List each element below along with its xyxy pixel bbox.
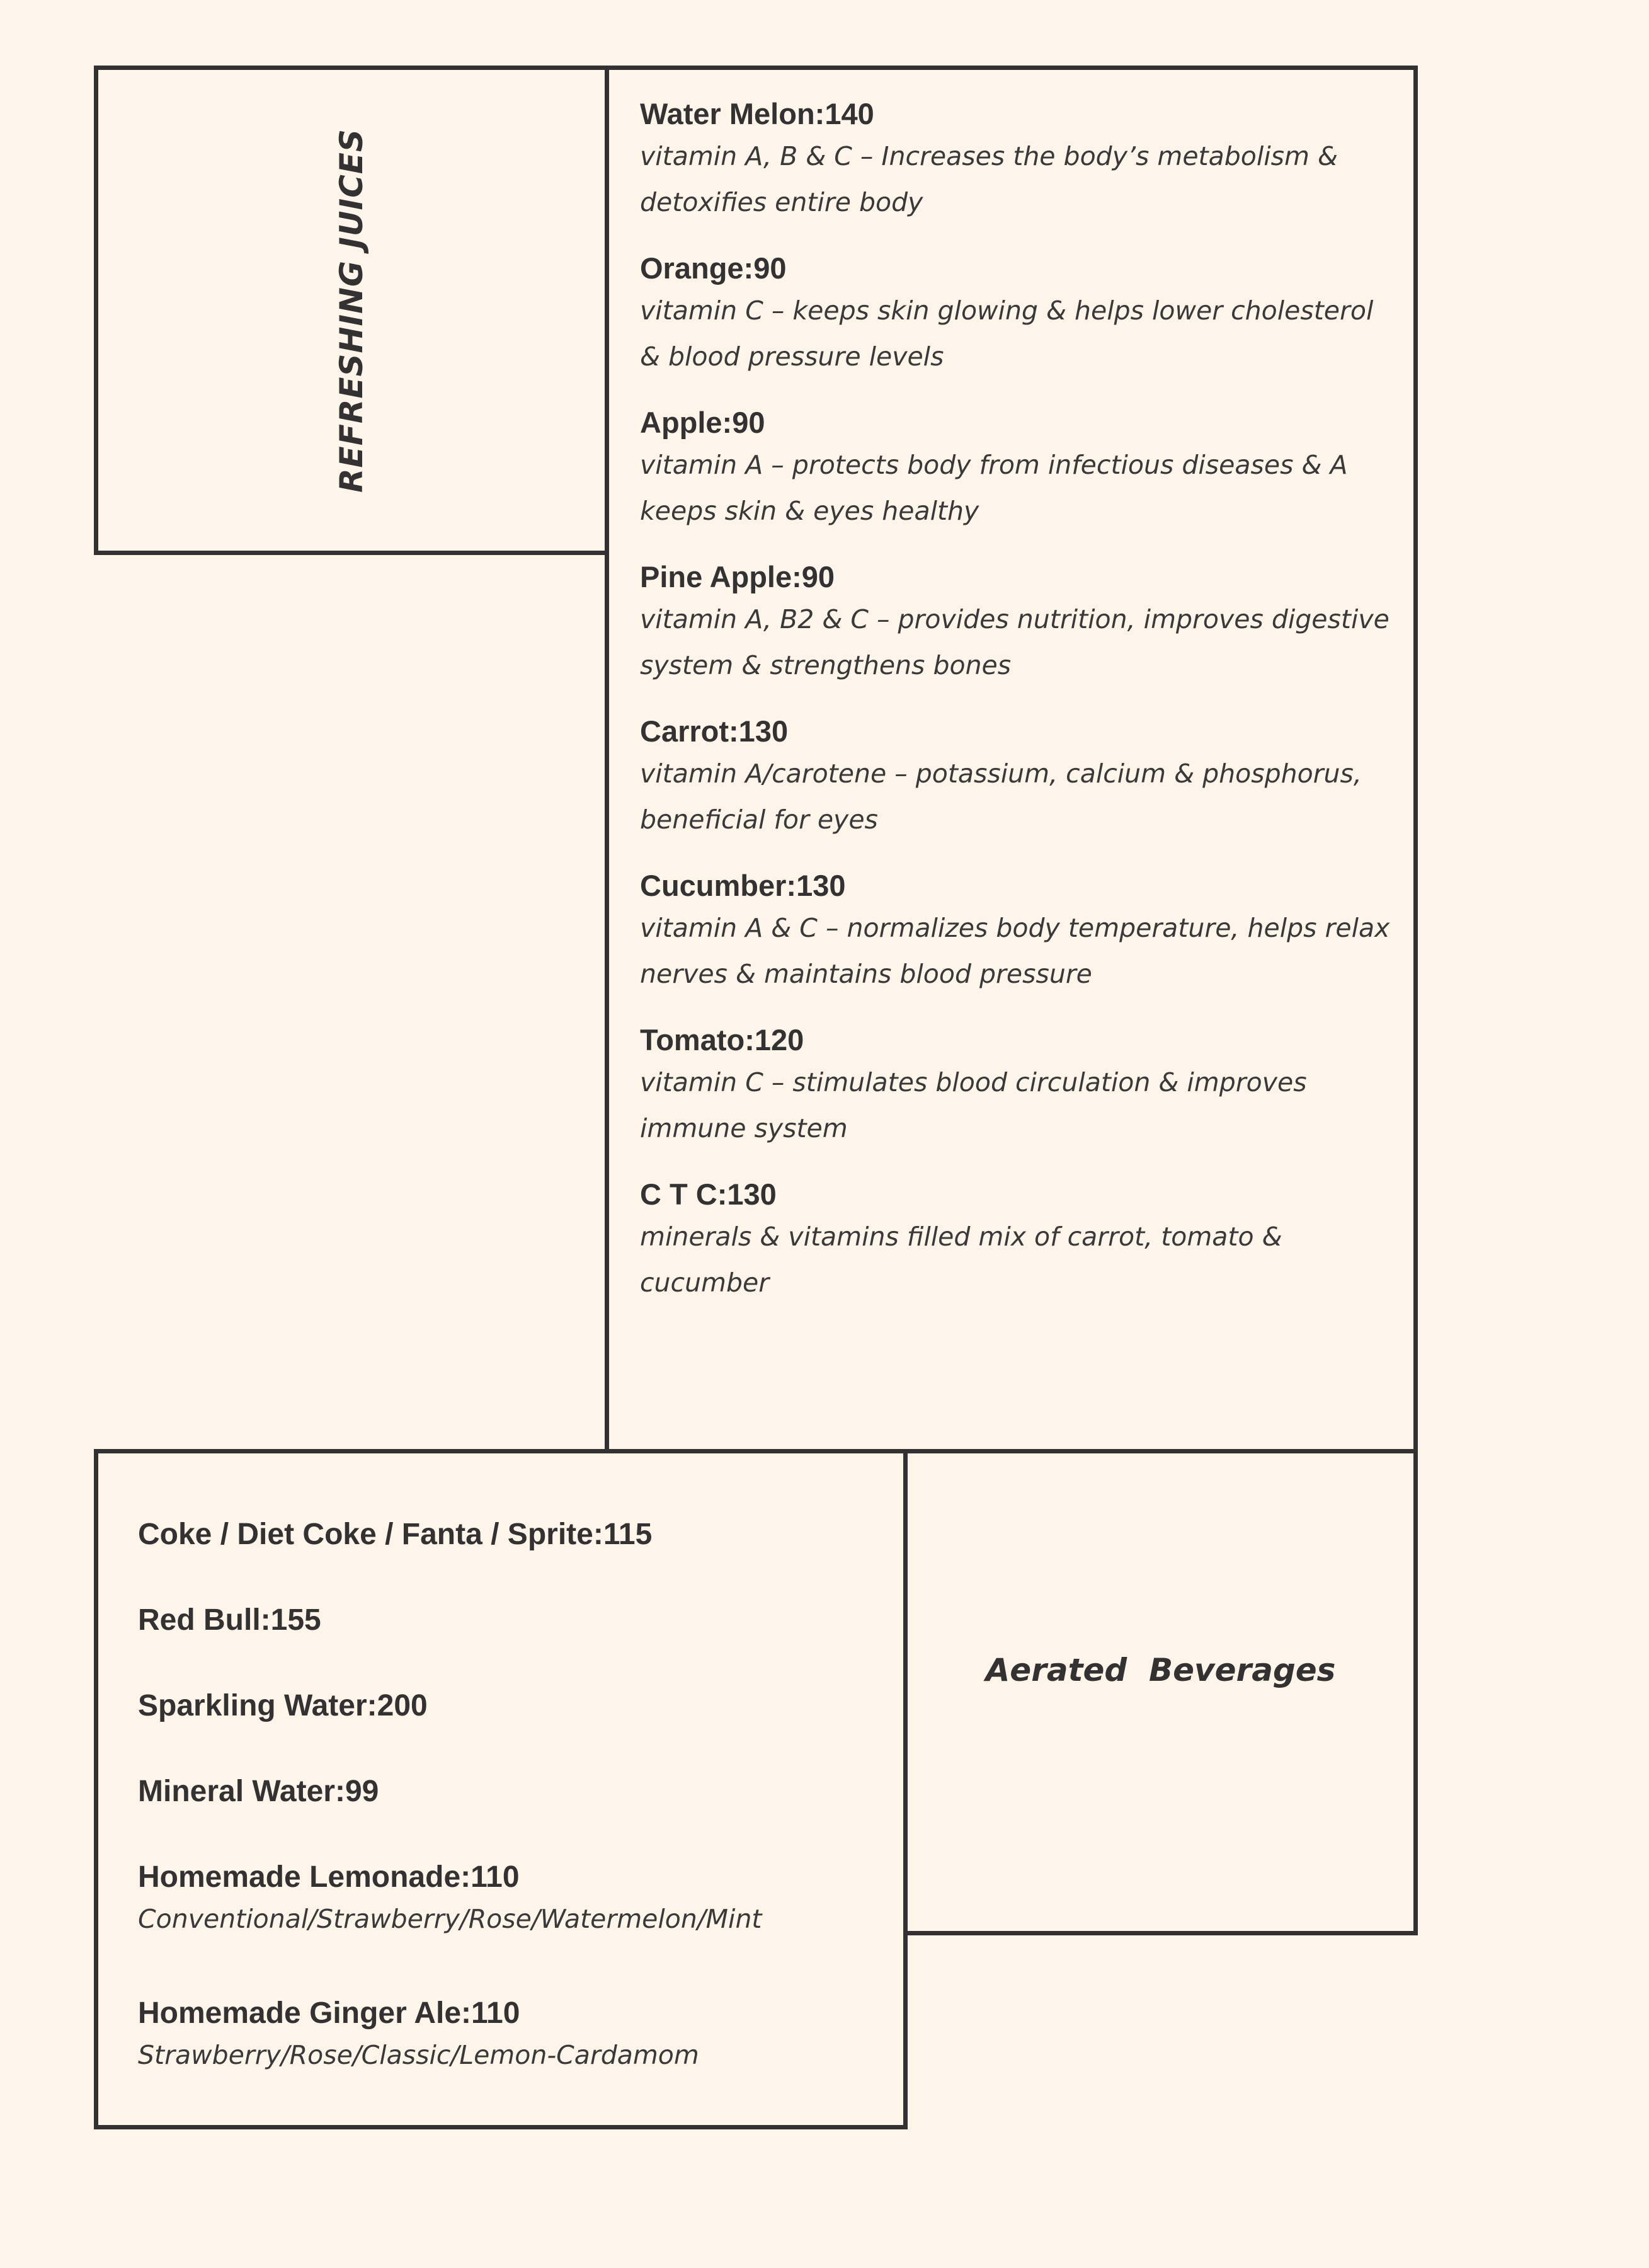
menu-item-name: Tomato:120 [640,1023,804,1057]
menu-item-red-bull: Red Bull:155 [138,1603,321,1637]
menu-item-description [640,597,1396,689]
menu-item-description-line: beneficial for eyes [640,805,878,835]
juices-title-box [94,66,609,555]
menu-item-homemade-ginger-ale: Homemade Ginger Ale:110 [138,1996,520,2030]
menu-item-description-line: vitamin A/carotene – potassium, calcium & phosphorus, [640,759,1362,789]
menu-item-name: Apple:90 [640,406,765,439]
menu-item-description [640,134,1396,226]
juices-section-title: REFRESHING JUICES [333,128,370,493]
menu-item-water-melon [640,94,1396,226]
menu-item-description-line: vitamin A, B & C – Increases the body’s metabolism & [640,141,1338,171]
menu-item-description-line: & blood pressure levels [640,341,944,372]
menu-item-description [640,288,1396,380]
menu-item-orange [640,249,1396,380]
menu-item-homemade-lemonade: Homemade Lemonade:110 [138,1860,520,1894]
menu-item-description-line: vitamin A, B2 & C – provides nutrition, improves digestive [640,604,1389,634]
menu-item-pine-apple [640,558,1396,689]
menu-item-description [640,1214,1396,1306]
menu-item-description-line: nerves & maintains blood pressure [640,959,1092,989]
menu-item-name: Carrot:130 [640,714,789,748]
menu-item-description [640,751,1396,843]
menu-item-description [640,1060,1396,1152]
aerated-menu-list [138,1515,881,2130]
juices-menu-list [640,94,1396,1329]
menu-item-name: Orange:90 [640,251,787,285]
menu-item-description-line: detoxifies entire body [640,187,923,217]
menu-item-variants: Conventional/Strawberry/Rose/Watermelon/Mint [138,1904,762,1934]
menu-item-description-line: vitamin C – keeps skin glowing & helps lower cholesterol [640,295,1374,326]
menu-item-apple [640,403,1396,534]
menu-item-name: Pine Apple:90 [640,560,835,593]
aerated-title-wrapper [903,1449,1418,1935]
menu-item-variants: Strawberry/Rose/Classic/Lemon-Cardamom [138,2040,699,2070]
menu-item-description-line: vitamin C – stimulates blood circulation & improves [640,1067,1307,1097]
juices-title-wrapper [98,70,605,551]
menu-item-description [640,905,1396,997]
menu-item-sparkling-water: Sparkling Water:200 [138,1689,428,1722]
menu-item-name: C T C:130 [640,1177,777,1211]
menu-item-carrot [640,712,1396,843]
menu-item-cucumber [640,866,1396,997]
menu-item-description-line: keeps skin & eyes healthy [640,496,979,526]
menu-item-soft-drinks: Coke / Diet Coke / Fanta / Sprite:115 [138,1518,653,1551]
menu-item-ctc [640,1175,1396,1306]
menu-item-description-line: immune system [640,1113,848,1143]
menu-item-description-line: vitamin A – protects body from infectious diseases & A [640,450,1348,480]
menu-item-name: Water Melon:140 [640,97,874,130]
menu-item-tomato [640,1021,1396,1152]
menu-item-mineral-water: Mineral Water:99 [138,1775,379,1808]
menu-item-description-line: minerals & vitamins filled mix of carrot, tomato & [640,1222,1282,1252]
menu-item-name: Cucumber:130 [640,869,846,902]
menu-item-description-line: cucumber [640,1268,770,1298]
menu-item-description-line: system & strengthens bones [640,650,1012,680]
aerated-section-title: Aerated Beverages [985,1652,1336,1688]
menu-item-description-line: vitamin A & C – normalizes body temperature, helps relax [640,913,1390,943]
menu-item-description [640,442,1396,534]
